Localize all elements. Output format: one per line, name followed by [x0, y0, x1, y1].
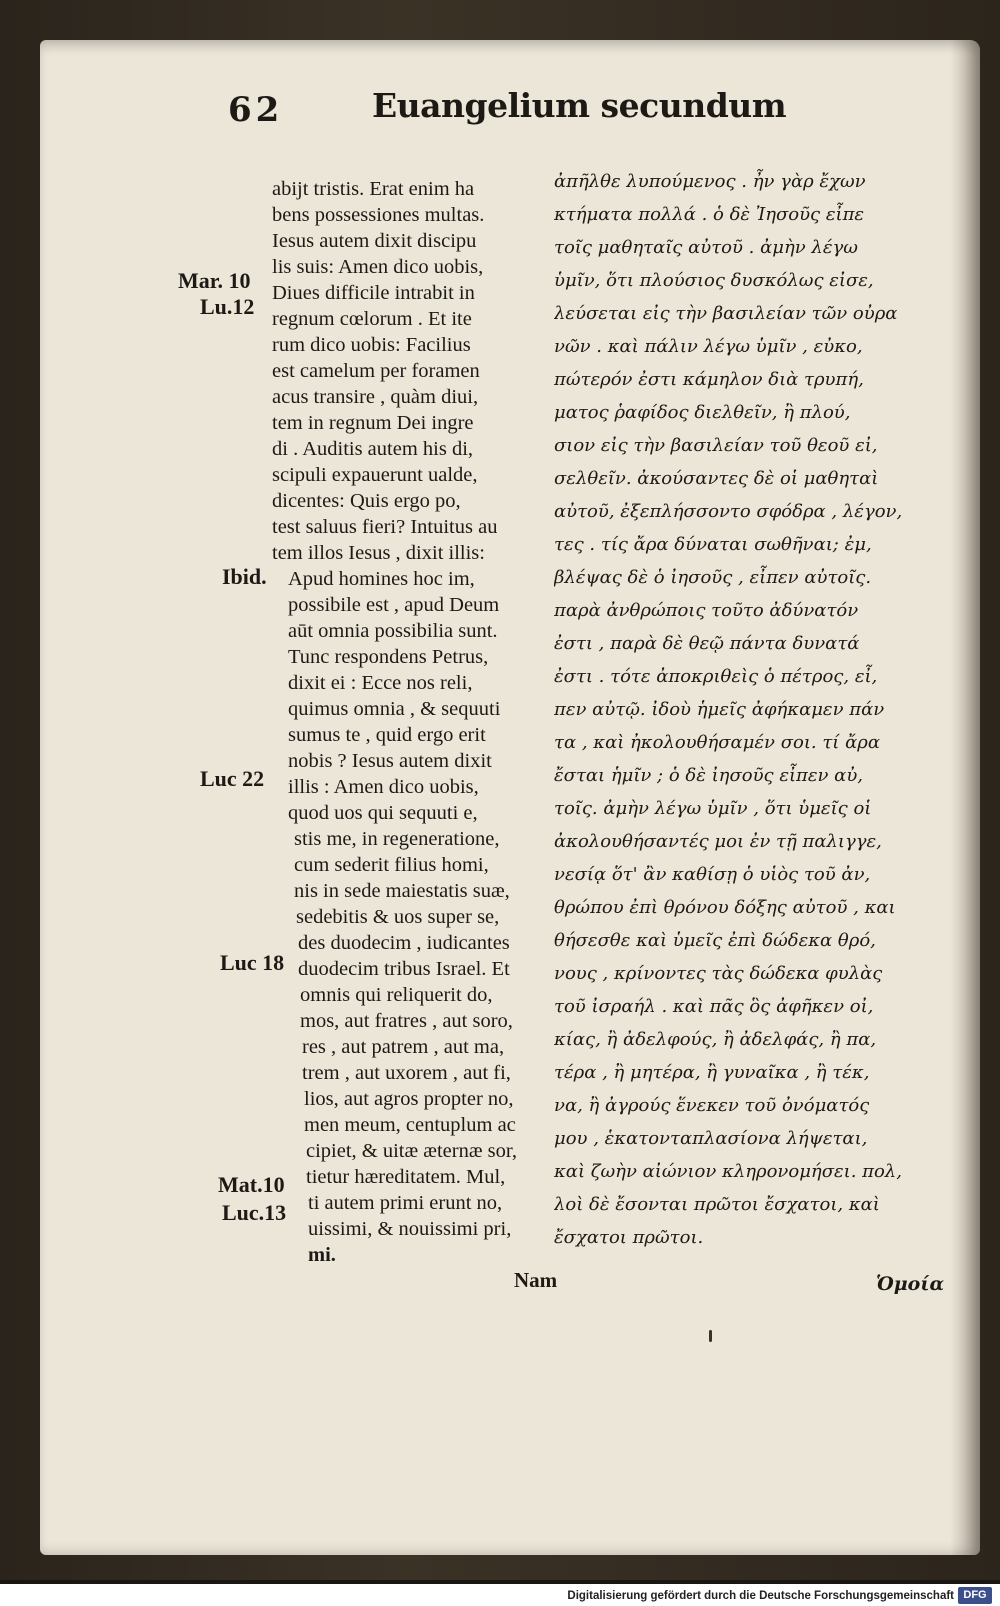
greek-line: τοῦ ἰσραήλ . καὶ πᾶς ὃς ἀφῆκεν οἰ,: [554, 996, 874, 1017]
dfg-logo: DFG: [958, 1587, 992, 1604]
latin-line: tem illos Iesus , dixit illis:: [272, 542, 485, 564]
latin-line: sumus te , quid ergo erit: [288, 724, 486, 746]
latin-line: mos, aut fratres , aut soro,: [300, 1010, 513, 1032]
greek-line: ἀκολουθήσαντές μοι ἐν τῇ παλιγγε,: [554, 831, 882, 852]
latin-line: dixit ei : Ecce nos reli,: [288, 672, 473, 694]
latin-line: nis in sede maiestatis suæ,: [294, 880, 510, 902]
greek-line: νεσίᾳ ὅτ' ἂν καθίσῃ ὁ υἱὸς τοῦ ἀν,: [554, 864, 871, 885]
margin-note: Luc.13: [222, 1200, 287, 1225]
latin-line: quimus omnia , & sequuti: [288, 698, 501, 720]
latin-line: Diues difficile intrabit in: [272, 282, 475, 304]
latin-line: trem , aut uxorem , aut fi,: [302, 1062, 511, 1084]
greek-line: παρὰ ἀνθρώποις τοῦτο ἀδύνατόν: [554, 600, 859, 621]
latin-line: quod uos qui sequuti e,: [288, 802, 478, 824]
greek-line: σελθεῖν. ἀκούσαντες δὲ οἱ μαθηταὶ: [554, 468, 879, 489]
greek-line: κίας, ἢ ἀδελφούς, ἢ ἀδελφάς, ἢ πα,: [554, 1029, 877, 1050]
greek-line: ἔσχατοι πρῶτοι.: [554, 1227, 704, 1248]
latin-line: stis me, in regeneratione,: [294, 828, 500, 850]
running-head: Euangelium secundum: [372, 86, 787, 125]
margin-note: Mar. 10: [178, 268, 251, 293]
margin-note: Mat.10: [218, 1172, 285, 1197]
latin-line: dicentes: Quis ergo po,: [272, 490, 461, 512]
greek-line: καὶ ζωὴν αἰώνιον κληρονομήσει. πολ,: [554, 1161, 902, 1182]
latin-line: cum sederit filius homi,: [294, 854, 489, 876]
latin-line: bens possessiones multas.: [272, 204, 485, 226]
greek-line: ματος ῥαφίδος διελθεῖν, ἢ πλού,: [554, 402, 851, 423]
latin-line: des duodecim , iudicantes: [298, 932, 510, 954]
greek-line: κτήματα πολλά . ὁ δὲ Ἰησοῦς εἶπε: [554, 204, 865, 225]
latin-line: di . Auditis autem his di,: [272, 438, 474, 460]
latin-line: possibile est , apud Deum: [288, 594, 500, 616]
greek-line: μου , ἑκατονταπλασίονα λήψεται,: [554, 1128, 868, 1149]
latin-line: Apud homines hoc im,: [288, 568, 475, 590]
margin-note: Ibid.: [222, 564, 267, 589]
latin-line: lios, aut agros propter no,: [304, 1088, 514, 1110]
latin-line: men meum, centuplum ac: [304, 1114, 516, 1136]
latin-line: test saluus fieri? Intuitus au: [272, 516, 498, 538]
latin-line: rum dico uobis: Facilius: [272, 334, 471, 356]
latin-line: illis : Amen dico uobis,: [288, 776, 479, 798]
greek-line: ἔσται ἡμῖν ; ὁ δὲ ἰησοῦς εἶπεν αὐ,: [554, 765, 864, 786]
margin-note: Luc 18: [220, 950, 285, 975]
latin-line: uissimi, & nouissimi pri,: [308, 1218, 512, 1240]
greek-line: πώτερόν ἐστι κάμηλον διὰ τρυπή,: [554, 369, 864, 390]
greek-line: ἐστι . τότε ἀποκριθεὶς ὁ πέτρος, εἶ,: [554, 666, 878, 687]
greek-line: λοὶ δὲ ἔσονται πρῶτοι ἔσχατοι, καὶ: [554, 1194, 880, 1215]
latin-line: mi.: [308, 1244, 336, 1266]
ink-speck: [709, 1330, 712, 1342]
greek-line: ὑμῖν, ὅτι πλούσιος δυσκόλως εἰσε,: [554, 270, 874, 291]
greek-line: νους , κρίνοντες τὰς δώδεκα φυλὰς: [554, 963, 883, 984]
latin-line: regnum cœlorum . Et ite: [272, 308, 472, 330]
greek-line: αὐτοῦ, ἐξεπλήσσοντο σφόδρα , λέγον,: [554, 501, 903, 522]
footer-credit: Digitalisierung gefördert durch die Deutsche Forschungsgemeinschaft: [567, 1590, 954, 1602]
greek-line: τα , καὶ ἠκολουθήσαμέν σοι. τί ἄρα: [554, 732, 880, 753]
catchword-latin: Nam: [514, 1268, 558, 1292]
catchword-greek: Ὁμοία: [876, 1273, 945, 1295]
greek-line: πεν αὐτῷ. ἰδοὺ ἡμεῖς ἀφήκαμεν πάν: [554, 699, 885, 720]
latin-line: tem in regnum Dei ingre: [272, 412, 474, 434]
greek-line: τοῖς. ἀμὴν λέγω ὑμῖν , ὅτι ὑμεῖς οἱ: [554, 798, 872, 819]
greek-line: λεύσεται εἰς τὴν βασιλείαν τῶν οὐρα: [554, 303, 898, 324]
greek-line: να, ἢ ἀγρούς ἕνεκεν τοῦ ὀνόματός: [554, 1095, 870, 1116]
greek-line: σιον εἰς τὴν βασιλείαν τοῦ θεοῦ εἰ,: [554, 435, 878, 456]
page-number: 62: [228, 90, 284, 130]
latin-line: Iesus autem dixit discipu: [272, 230, 477, 252]
greek-line: τοῖς μαθηταῖς αὐτοῦ . ἀμὴν λέγω: [554, 237, 858, 258]
latin-line: cipiet, & uitæ æternæ sor,: [306, 1140, 517, 1162]
greek-line: βλέψας δὲ ὁ ἰησοῦς , εἶπεν αὐτοῖς.: [554, 567, 872, 588]
greek-line: ἐστι , παρὰ δὲ θεῷ πάντα δυνατά: [554, 633, 860, 654]
latin-line: acus transire , quàm diui,: [272, 386, 479, 408]
greek-line: τέρα , ἢ μητέρα, ἢ γυναῖκα , ἢ τέκ,: [554, 1062, 870, 1083]
latin-line: lis suis: Amen dico uobis,: [272, 256, 484, 278]
latin-line: ti autem primi erunt no,: [308, 1192, 503, 1214]
margin-note: Luc 22: [200, 766, 265, 791]
latin-line: Tunc respondens Petrus,: [288, 646, 489, 668]
latin-line: abijt tristis. Erat enim ha: [272, 178, 475, 200]
greek-line: ἀπῆλθε λυπούμενος . ἦν γὰρ ἔχων: [554, 171, 866, 192]
latin-line: res , aut patrem , aut ma,: [302, 1036, 505, 1058]
latin-line: scipuli expauerunt ualde,: [272, 464, 478, 486]
latin-line: aūt omnia possibilia sunt.: [288, 620, 498, 642]
latin-line: est camelum per foramen: [272, 360, 480, 382]
latin-line: omnis qui reliquerit do,: [300, 984, 493, 1006]
latin-line: tietur hæreditatem. Mul,: [306, 1166, 506, 1188]
latin-line: duodecim tribus Israel. Et: [298, 958, 510, 980]
greek-line: θήσεσθε καὶ ὑμεῖς ἐπὶ δώδεκα θρό,: [554, 930, 876, 951]
greek-line: θρώπου ἐπὶ θρόνου δόξης αὐτοῦ , και: [554, 897, 896, 918]
latin-line: sedebitis & uos super se,: [296, 906, 500, 928]
margin-note: Lu.12: [200, 294, 255, 319]
greek-line: νῶν . καὶ πάλιν λέγω ὑμῖν , εὐκο,: [554, 336, 863, 357]
greek-line: τες . τίς ἄρα δύναται σωθῆναι; ἐμ,: [554, 534, 872, 555]
latin-line: nobis ? Iesus autem dixit: [288, 750, 492, 772]
